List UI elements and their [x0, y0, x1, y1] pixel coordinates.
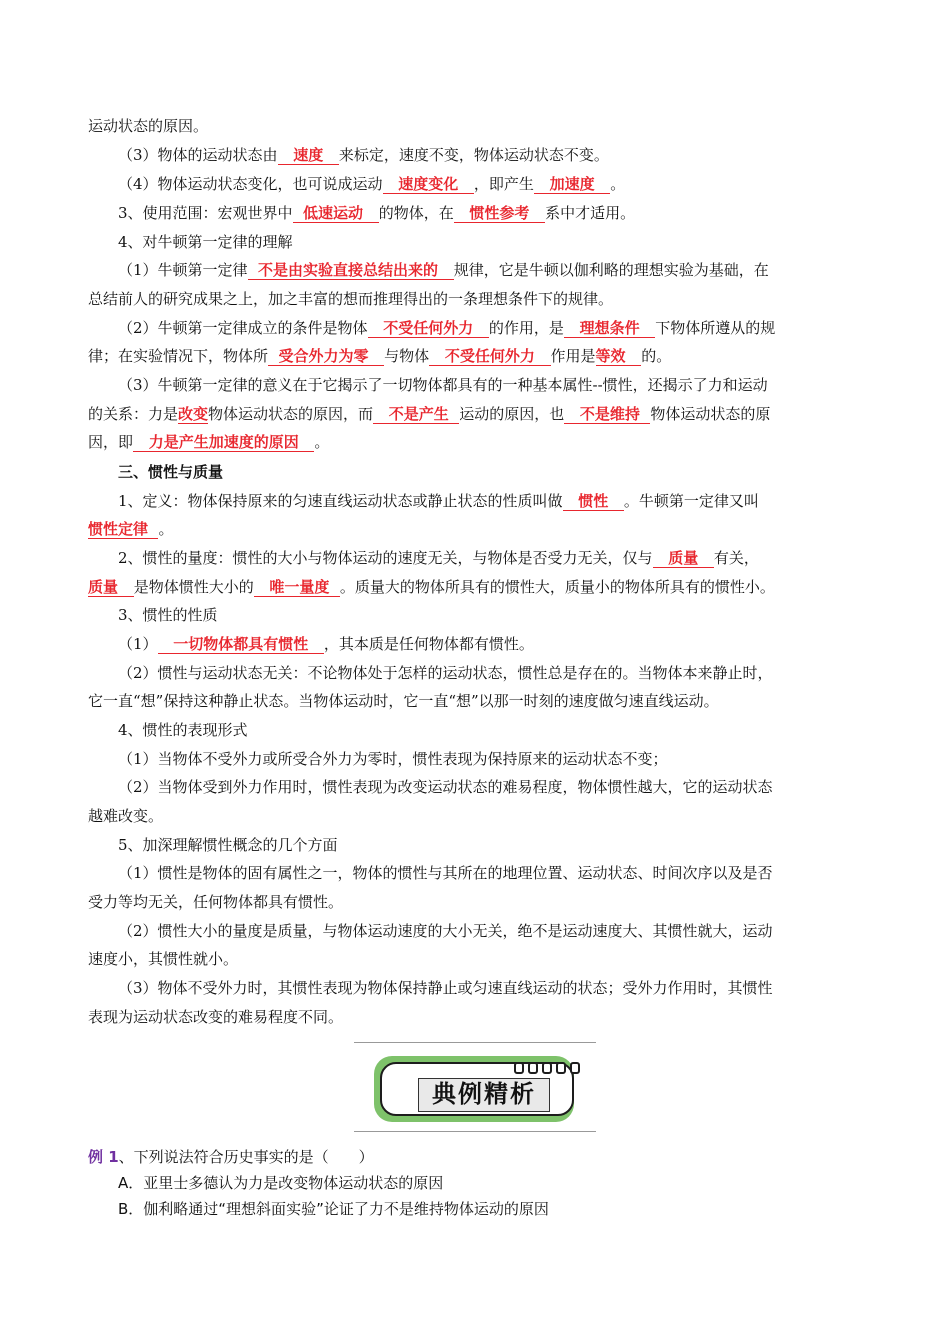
text-line: 4、惯性的表现形式 — [118, 721, 248, 739]
text-line: （2）惯性与运动状态无关：不论物体处于怎样的运动状态，惯性总是存在的。当物体本来静止时， — [118, 664, 773, 682]
answer-blank: 改变 — [178, 405, 209, 423]
text-line: 4、对牛顿第一定律的理解 — [118, 233, 293, 251]
text-line: （2）当物体受到外力作用时，惯性表现为改变运动状态的难易程度，物体惯性越大，它的运动状态 — [118, 778, 773, 796]
option-a: A．亚里士多德认为力是改变物体运动状态的原因 — [118, 1174, 444, 1192]
text-line: （3）物体的运动状态由 速度 来标定，速度不变，物体运动状态不变。 — [118, 146, 609, 164]
answer-blank: 不是由实验直接总结出来的 — [248, 261, 454, 280]
answer-blank: 唯一量度 — [254, 578, 340, 597]
answer-blank: 等效 — [596, 347, 642, 366]
text-line: （2）惯性大小的量度是质量，与物体运动速度的大小无关，绝不是运动速度大、其惯性就大，运动 — [118, 922, 773, 940]
text-line: 3、使用范围：宏观世界中 低速运动 的物体，在 惯性参考 系中才适用。 — [118, 204, 636, 222]
section-heading: 三、惯性与质量 — [118, 463, 224, 481]
answer-blank: 加速度 — [534, 175, 610, 194]
text-line: 3、惯性的性质 — [118, 606, 218, 624]
answer-blank: 质量 — [653, 549, 714, 568]
answer-blank: 惯性定律 — [88, 520, 158, 539]
text-line: 速度小，其惯性就小。 — [88, 950, 239, 968]
answer-blank: 一切物体都具有惯性 — [158, 635, 324, 654]
badge-frame — [374, 1056, 574, 1122]
answer-blank: 惯性 — [563, 492, 624, 511]
answer-blank: 速度 — [278, 146, 339, 165]
option-b: B．伽利略通过“理想斜面实验”论证了力不是维持物体运动的原因 — [118, 1200, 549, 1218]
text-line: 总结前人的研究成果之上，加之丰富的想而推理得出的一条理想条件下的规律。 — [88, 290, 614, 308]
text-line: （1） 一切物体都具有惯性 ，其本质是任何物体都有惯性。 — [118, 635, 534, 653]
answer-blank: 不是维持 — [564, 405, 650, 424]
answer-blank: 低速运动 — [293, 204, 379, 223]
answer-blank: 速度变化 — [383, 175, 474, 194]
answer-blank: 理想条件 — [564, 319, 655, 338]
answer-blank: 不是产生 — [373, 405, 459, 424]
answer-blank: 惯性参考 — [454, 204, 545, 223]
text-line: 1、定义：物体保持原来的匀速直线运动状态或静止状态的性质叫做 惯性 。牛顿第一定律又叫 — [118, 492, 759, 510]
text-line: 表现为运动状态改变的难易程度不同。 — [88, 1008, 344, 1026]
text-line: 5、加深理解惯性概念的几个方面 — [118, 836, 338, 854]
text-line: （1）牛顿第一定律 不是由实验直接总结出来的 规律，它是牛顿以伽利略的理想实验为基础，在 — [118, 261, 769, 279]
text-line: 受力等均无关，任何物体都具有惯性。 — [88, 893, 344, 911]
text-line: 因，即 力是产生加速度的原因 。 — [88, 433, 330, 451]
text-line: 律；在实验情况下，物体所 受合外力为零 与物体 不受任何外力 作用是等效 的。 — [88, 347, 672, 365]
example-question: 例 1、下列说法符合历史事实的是（ ） — [88, 1148, 374, 1166]
answer-blank: 力是产生加速度的原因 — [133, 433, 314, 452]
divider — [354, 1131, 596, 1132]
text-line: （4）物体运动状态变化，也可说成运动 速度变化 ，即产生 加速度 。 — [118, 175, 626, 193]
text-line: （1）当物体不受外力或所受合外力为零时，惯性表现为保持原来的运动状态不变； — [118, 750, 668, 768]
answer-blank: 不受任何外力 — [368, 319, 489, 338]
badge-title: 典例精析 — [418, 1078, 550, 1112]
text-line: 惯性定律 。 — [88, 520, 174, 538]
text-line: （3）牛顿第一定律的意义在于它揭示了一切物体都具有的一种基本属性--惯性，还揭示了力和运动 — [118, 376, 768, 394]
section-badge — [354, 1042, 596, 1132]
text-line: 运动状态的原因。 — [88, 117, 209, 135]
text-line: 的关系：力是改变物体运动状态的原因，而 不是产生 运动的原因，也 不是维持 物体运动状态的原 — [88, 405, 771, 423]
answer-blank: 不受任何外力 — [429, 347, 550, 366]
text-line: （1）惯性是物体的固有属性之一，物体的惯性与其所在的地理位置、运动状态、时间次序以及是否 — [118, 864, 773, 882]
divider — [354, 1042, 596, 1043]
text-line: 越难改变。 — [88, 807, 164, 825]
text-line: 2、惯性的量度：惯性的大小与物体运动的速度无关，与物体是否受力无关，仅与 质量 有关， — [118, 549, 759, 567]
answer-blank: 质量 — [88, 578, 134, 597]
text-line: 它一直“想”保持这种静止状态。当物体运动时，它一直“想”以那一时刻的速度做匀速直线运动。 — [88, 692, 719, 710]
example-number: 例 1 — [88, 1148, 119, 1166]
text-line: 质量 是物体惯性大小的 唯一量度 。质量大的物体所具有的惯性大，质量小的物体所具有的惯性小。 — [88, 578, 775, 596]
text-line: （3）物体不受外力时，其惯性表现为物体保持静止或匀速直线运动的状态；受外力作用时，其惯性 — [118, 979, 773, 997]
binder-rings-icon — [514, 1062, 584, 1076]
text-line: （2）牛顿第一定律成立的条件是物体 不受任何外力 的作用，是 理想条件 下物体所遵从的规 — [118, 319, 776, 337]
answer-blank: 受合外力为零 — [268, 347, 384, 366]
